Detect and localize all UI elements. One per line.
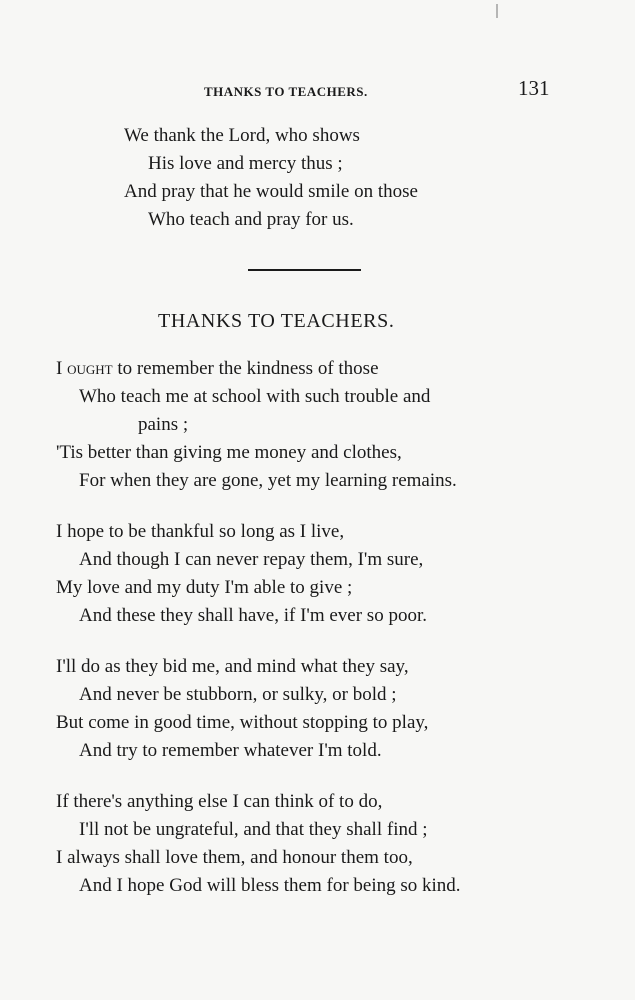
verse-line: Who teach me at school with such trouble and: [79, 386, 431, 407]
verse-line: 'Tis better than giving me money and clothes,: [56, 442, 402, 463]
verse-line-text: to remember the kindness of those: [112, 358, 379, 379]
verse-line: And pray that he would smile on those: [124, 181, 418, 202]
verse-line: My love and my duty I'm able to give ;: [56, 577, 353, 598]
poem-body: [56, 355, 561, 923]
verse-line: If there's anything else I can think of to do,: [56, 791, 383, 812]
stanza: [56, 788, 561, 900]
verse-line: I hope to be thankful so long as I live,: [56, 521, 345, 542]
verse-line: And I hope God will bless them for being so kind.: [79, 875, 461, 896]
verse-line: And try to remember whatever I'm told.: [79, 740, 382, 761]
verse-line: [56, 355, 561, 383]
verse-line: I'll not be ungrateful, and that they shall find ;: [79, 819, 428, 840]
first-word: I ought: [56, 358, 113, 379]
section-divider: [248, 269, 361, 271]
verse-line: I'll do as they bid me, and mind what they say,: [56, 656, 409, 677]
verse-line: pains ;: [138, 414, 189, 435]
verse-line: For when they are gone, yet my learning remains.: [79, 470, 457, 491]
page-number: 131: [518, 76, 550, 100]
running-head: THANKS TO TEACHERS.: [204, 84, 368, 99]
page-speck-mark: [496, 4, 498, 18]
verse-line: And though I can never repay them, I'm sure,: [79, 549, 424, 570]
poem-title: THANKS TO TEACHERS.: [158, 310, 395, 332]
verse-line: We thank the Lord, who shows: [124, 125, 360, 146]
verse-line: I always shall love them, and honour them too,: [56, 847, 413, 868]
stanza: [56, 355, 561, 495]
stanza: [56, 653, 561, 765]
verse-line: Who teach and pray for us.: [148, 209, 354, 230]
stanza: [56, 518, 561, 630]
verse-line: And never be stubborn, or sulky, or bold ;: [79, 684, 397, 705]
previous-poem-ending: [124, 122, 418, 234]
verse-line: But come in good time, without stopping to play,: [56, 712, 429, 733]
verse-line: And these they shall have, if I'm ever so poor.: [79, 605, 427, 626]
verse-line: His love and mercy thus ;: [148, 153, 343, 174]
